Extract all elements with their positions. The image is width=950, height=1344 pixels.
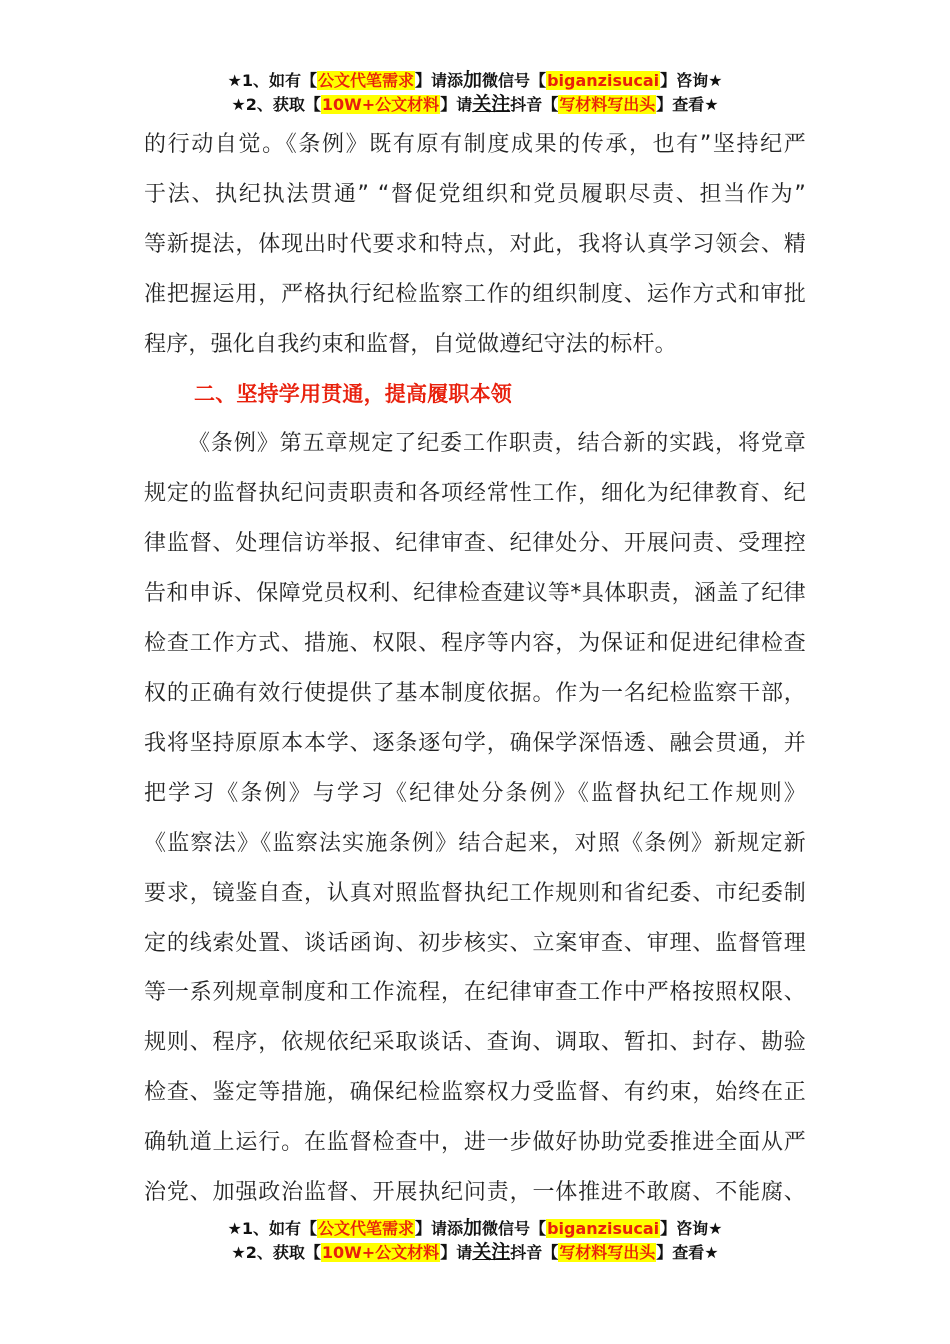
banner-text: 】请添 bbox=[415, 71, 464, 90]
banner-line-1 bbox=[0, 1216, 950, 1240]
highlight-service: 公文代笔需求 bbox=[318, 1219, 415, 1238]
text-line: 权的正确有效行使提供了基本制度依据。作为一名纪检监察干部， bbox=[144, 680, 806, 706]
section-heading: 二、坚持学用贯通，提高履职本领 bbox=[194, 381, 512, 406]
banner-text: 微信号【 bbox=[482, 71, 547, 90]
text-line: 《监察法》《监察法实施条例》结合起来，对照《条例》新规定新 bbox=[144, 830, 806, 856]
text-line: 把学习《条例》与学习《纪律处分条例》《监督执纪工作规则》 bbox=[144, 780, 806, 806]
text-line: 等一系列规章制度和工作流程，在纪律审查工作中严格按照权限、 bbox=[144, 980, 806, 1006]
text-line: 程序，强化自我约束和监督，自觉做遵纪守法的标杆。 bbox=[144, 331, 677, 357]
banner-text: 】查看★ bbox=[656, 95, 719, 114]
paragraph-2 bbox=[144, 419, 806, 1218]
text-line: 定的线索处置、谈话函询、初步核实、立案审查、审理、监督管理 bbox=[144, 930, 806, 956]
text-line: 等新提法，体现出时代要求和特点，对此，我将认真学习领会、精 bbox=[144, 231, 806, 257]
highlight-wechat-id: biganzisucai bbox=[547, 71, 660, 90]
banner-text: 抖音【 bbox=[510, 95, 559, 114]
text-line: 确轨道上运行。在监督检查中，进一步做好协助党委推进全面从严 bbox=[144, 1130, 806, 1156]
paragraph-continued bbox=[144, 120, 806, 370]
banner-text: ★1、如有【 bbox=[227, 71, 317, 90]
banner-emphasis: 关注 bbox=[472, 93, 511, 115]
text-line: 规则、程序，依规依纪采取谈话、查询、调取、暂扣、封存、勘验 bbox=[144, 1030, 806, 1056]
highlight-service: 公文代笔需求 bbox=[318, 71, 415, 90]
highlight-douyin-account: 写材料写出头 bbox=[559, 95, 656, 114]
banner-line-2 bbox=[0, 1240, 950, 1264]
top-banner bbox=[0, 68, 950, 116]
highlight-materials: 10W+公文材料 bbox=[321, 95, 440, 114]
banner-text: 微信号【 bbox=[482, 1219, 547, 1238]
text-line: 告和申诉、保障党员权利、纪律检查建议等*具体职责，涵盖了纪律 bbox=[144, 581, 806, 607]
banner-text: 】咨询★ bbox=[660, 71, 723, 90]
banner-text: 】咨询★ bbox=[660, 1219, 723, 1238]
banner-text: 】请添 bbox=[415, 1219, 464, 1238]
text-line: 《条例》第五章规定了纪委工作职责，结合新的实践，将党章 bbox=[188, 431, 806, 457]
banner-text: 】请 bbox=[440, 1243, 473, 1262]
banner-emphasis: 加 bbox=[463, 69, 483, 91]
highlight-wechat-id: biganzisucai bbox=[547, 1219, 660, 1238]
document-body bbox=[144, 120, 806, 1218]
text-line: 我将坚持原原本本学、逐条逐句学，确保学深悟透、融会贯通，并 bbox=[144, 730, 806, 756]
banner-emphasis: 关注 bbox=[472, 1241, 511, 1263]
bottom-banner bbox=[0, 1216, 950, 1264]
banner-text: ★2、获取【 bbox=[231, 95, 321, 114]
banner-emphasis: 加 bbox=[463, 1217, 483, 1239]
highlight-douyin-account: 写材料写出头 bbox=[559, 1243, 656, 1262]
banner-text: 抖音【 bbox=[510, 1243, 559, 1262]
text-line: 要求，镜鉴自查，认真对照监督执纪工作规则和省纪委、市纪委制 bbox=[144, 880, 806, 906]
text-line: 检查、鉴定等措施，确保纪检监察权力受监督、有约束，始终在正 bbox=[144, 1080, 806, 1106]
text-line: 的行动自觉。《条例》既有原有制度成果的传承，也有”坚持纪严 bbox=[144, 132, 806, 157]
banner-text: 】请 bbox=[440, 95, 473, 114]
banner-text: ★2、获取【 bbox=[231, 1243, 321, 1262]
banner-line-1 bbox=[0, 68, 950, 92]
banner-text: ★1、如有【 bbox=[227, 1219, 317, 1238]
text-line: 规定的监督执纪问责职责和各项经常性工作，细化为纪律教育、纪 bbox=[144, 481, 806, 507]
text-line: 检查工作方式、措施、权限、程序等内容，为保证和促进纪律检查 bbox=[144, 631, 806, 657]
highlight-materials: 10W+公文材料 bbox=[321, 1243, 440, 1262]
text-line: 治党、加强政治监督、开展执纪问责，一体推进不敢腐、不能腐、 bbox=[144, 1180, 806, 1206]
text-line: 律监督、处理信访举报、纪律审查、纪律处分、开展问责、受理控 bbox=[144, 531, 806, 557]
text-line: 准把握运用，严格执行纪检监察工作的组织制度、运作方式和审批 bbox=[144, 281, 806, 307]
banner-line-2 bbox=[0, 92, 950, 116]
text-line: 于法、执纪执法贯通” “督促党组织和党员履职尽责、担当作为” bbox=[144, 181, 806, 207]
banner-text: 】查看★ bbox=[656, 1243, 719, 1262]
